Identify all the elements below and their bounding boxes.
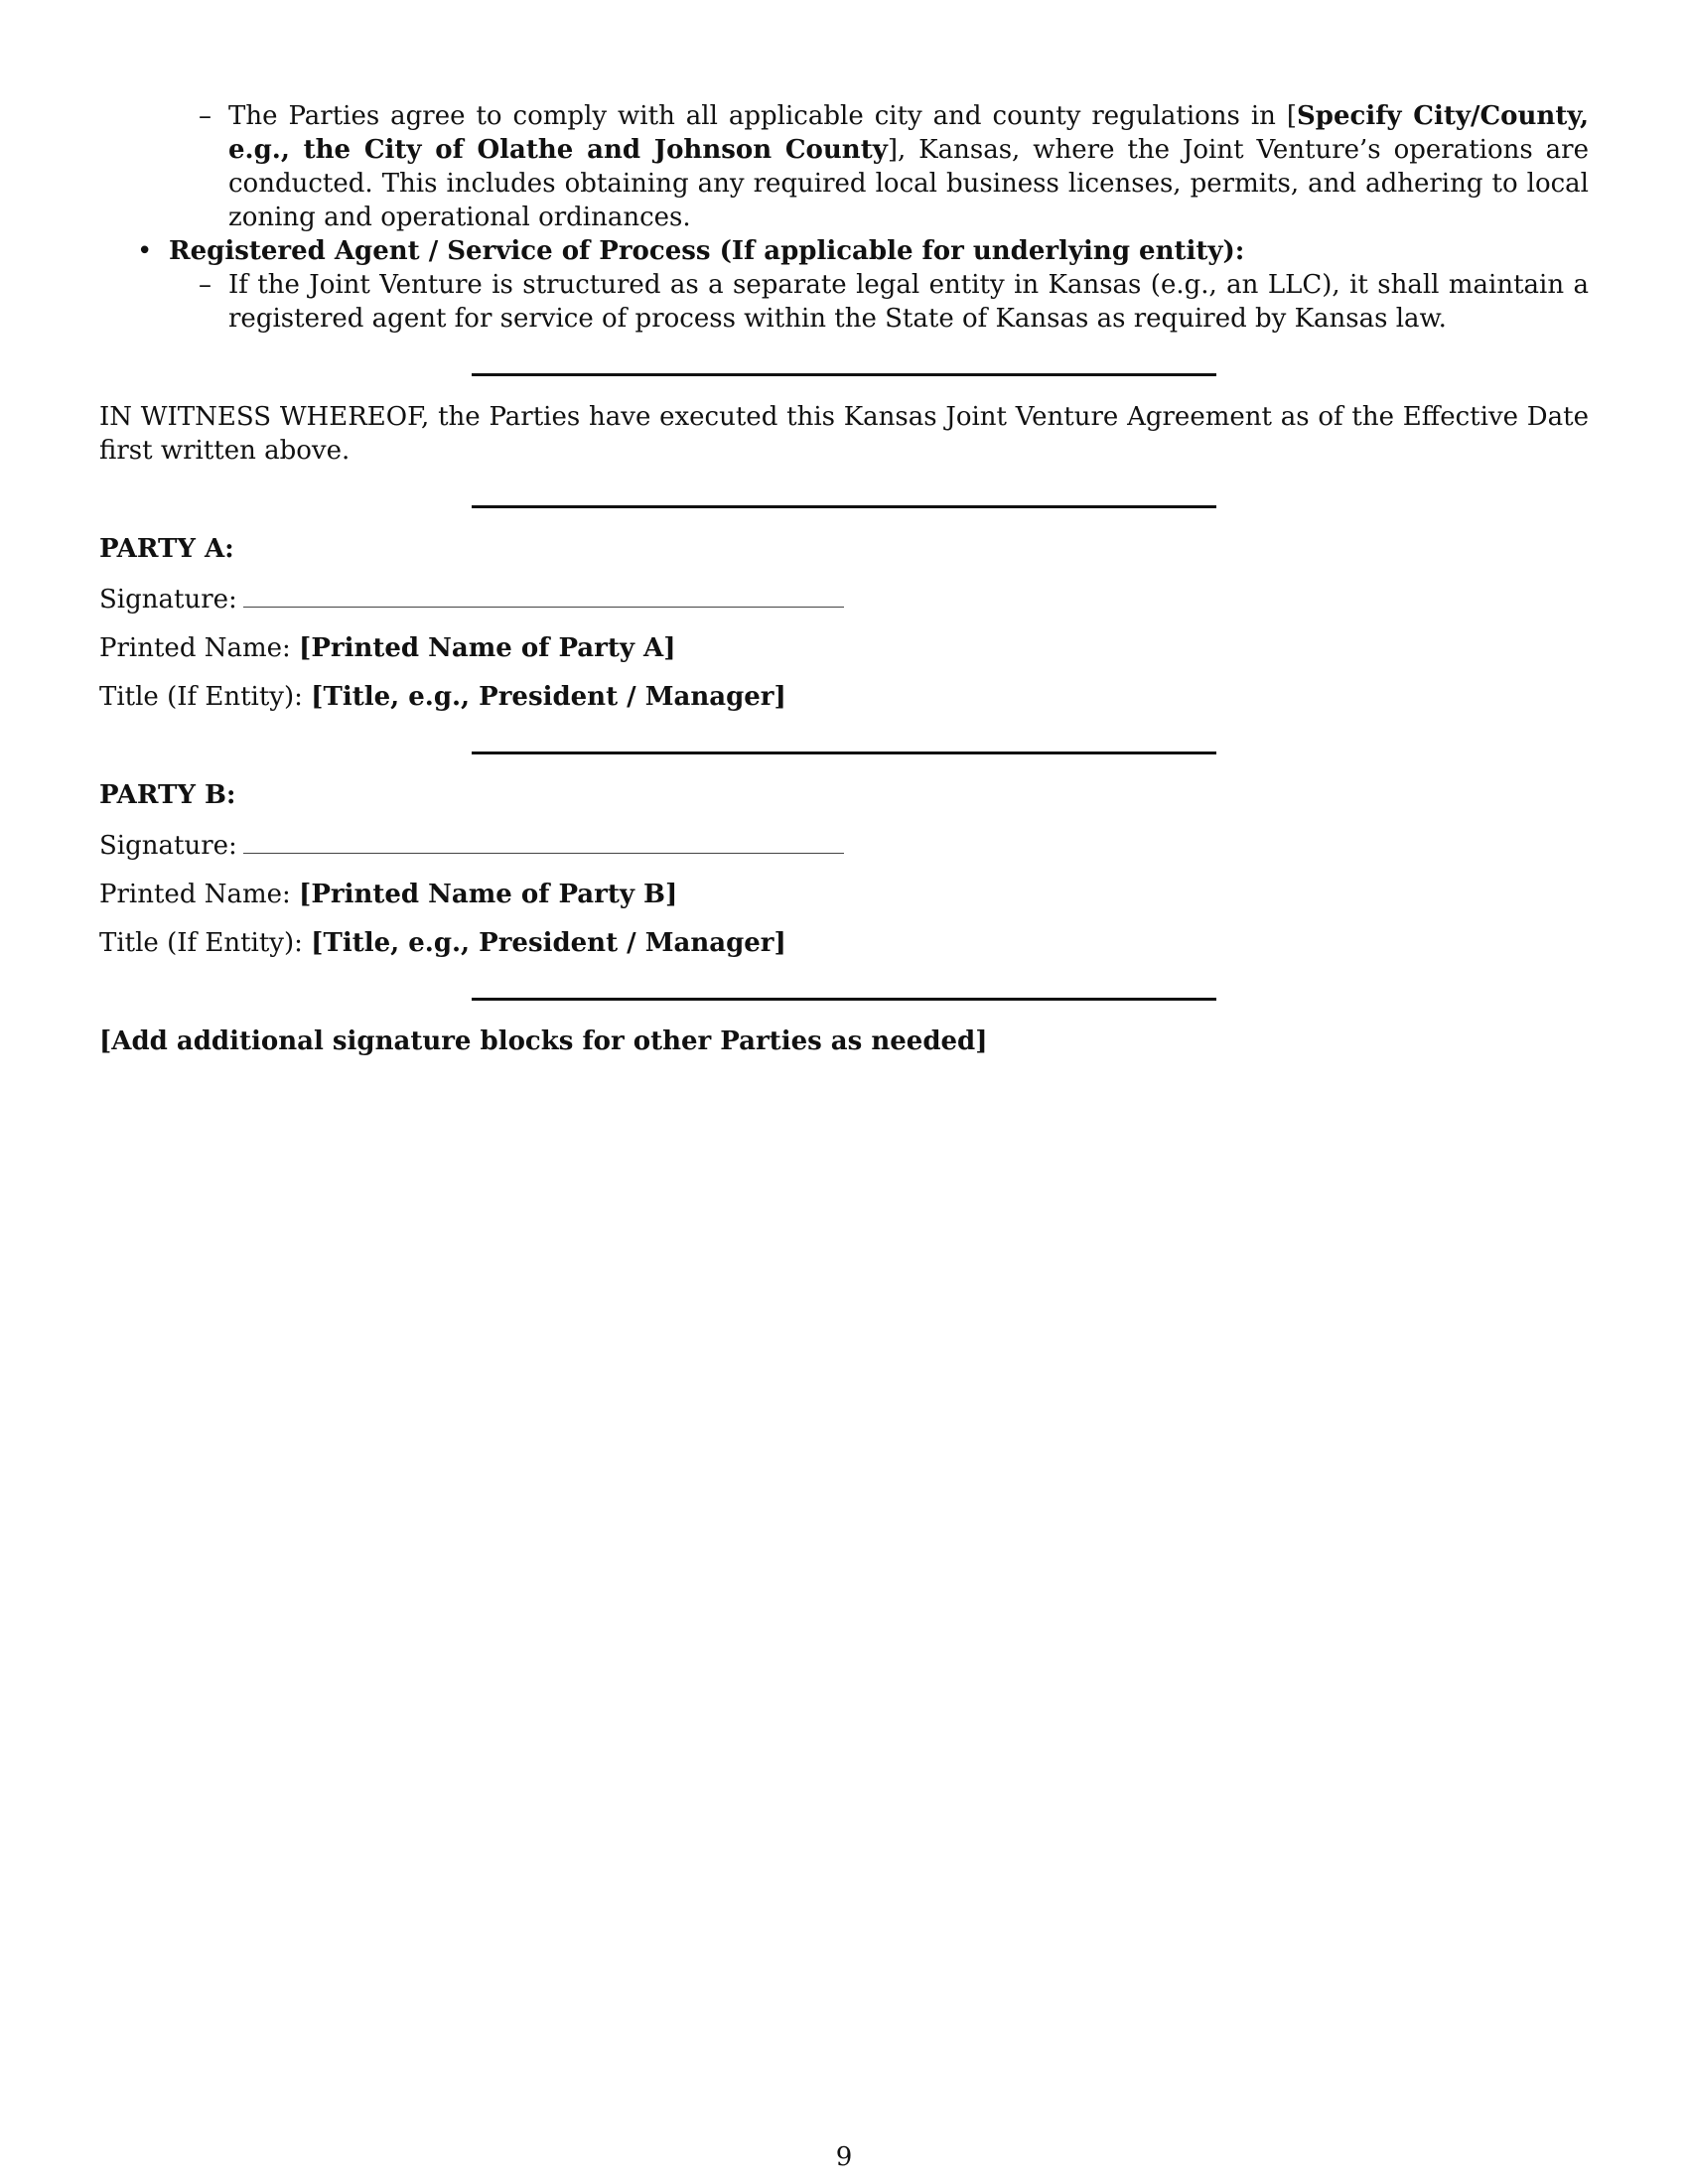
party-b-signature-line[interactable] [243, 827, 844, 854]
party-a-title-field [99, 680, 1589, 714]
party-a-signature-block [99, 532, 1589, 714]
registered-agent-heading: Registered Agent / Service of Process (If applicable for underlying entity): [169, 236, 1245, 266]
dash-marker: – [199, 270, 211, 300]
party-a-title-value: [Title, e.g., President / Manager] [311, 682, 786, 712]
city-county-placeholder: Specify City/County, e.g., the City of Olathe and Johnson County [228, 101, 1589, 165]
party-a-signature-field [99, 581, 1589, 616]
divider-rule [472, 505, 1216, 508]
city-item-text-before: The Parties agree to comply with all applicable city and county regulations in [ [228, 101, 1298, 131]
city-item-text-after: ], Kansas, where the Joint Venture’s operations are conducted. This includes obtaining any required local business licenses, permits, and adhering to local zoning and operational ordinances. [228, 135, 1589, 232]
divider-rule [472, 373, 1216, 376]
title-label: Title (If Entity): [99, 682, 303, 712]
party-a-printed-name-field [99, 631, 1589, 665]
additional-signature-blocks-note: [Add additional signature blocks for other Parties as needed] [99, 1026, 988, 1056]
party-b-printed-name-field [99, 878, 1589, 911]
document-page [99, 99, 1589, 1058]
witness-clause: IN WITNESS WHEREOF, the Parties have executed this Kansas Joint Venture Agreement as of the Effective Date first written above. [99, 402, 1589, 466]
party-a-printed-name-value: [Printed Name of Party A] [299, 633, 676, 663]
signature-label: Signature: [99, 831, 237, 861]
registered-agent-bullet [99, 234, 1589, 268]
registered-agent-text: If the Joint Venture is structured as a separate legal entity in Kansas (e.g., an LLC), it shall maintain a registered agent for service of process within the State of Kansas as required by Kansas law. [228, 270, 1589, 334]
party-a-heading: PARTY A: [99, 534, 234, 564]
printed-name-label: Printed Name: [99, 880, 291, 909]
registered-agent-item [99, 268, 1589, 336]
party-a-signature-line[interactable] [243, 581, 844, 608]
party-b-heading: PARTY B: [99, 780, 236, 810]
title-label: Title (If Entity): [99, 928, 303, 958]
city-county-compliance-item [99, 99, 1589, 234]
party-b-signature-block [99, 778, 1589, 960]
party-b-printed-name-value: [Printed Name of Party B] [299, 880, 678, 909]
divider-rule [472, 998, 1216, 1001]
party-b-title-field [99, 926, 1589, 960]
bullet-marker: • [137, 236, 153, 266]
divider-rule [472, 751, 1216, 754]
party-b-signature-field [99, 827, 1589, 863]
signature-label: Signature: [99, 585, 237, 614]
dash-marker: – [199, 101, 211, 131]
page-number: 9 [835, 2142, 853, 2172]
printed-name-label: Printed Name: [99, 633, 291, 663]
party-b-title-value: [Title, e.g., President / Manager] [311, 928, 786, 958]
